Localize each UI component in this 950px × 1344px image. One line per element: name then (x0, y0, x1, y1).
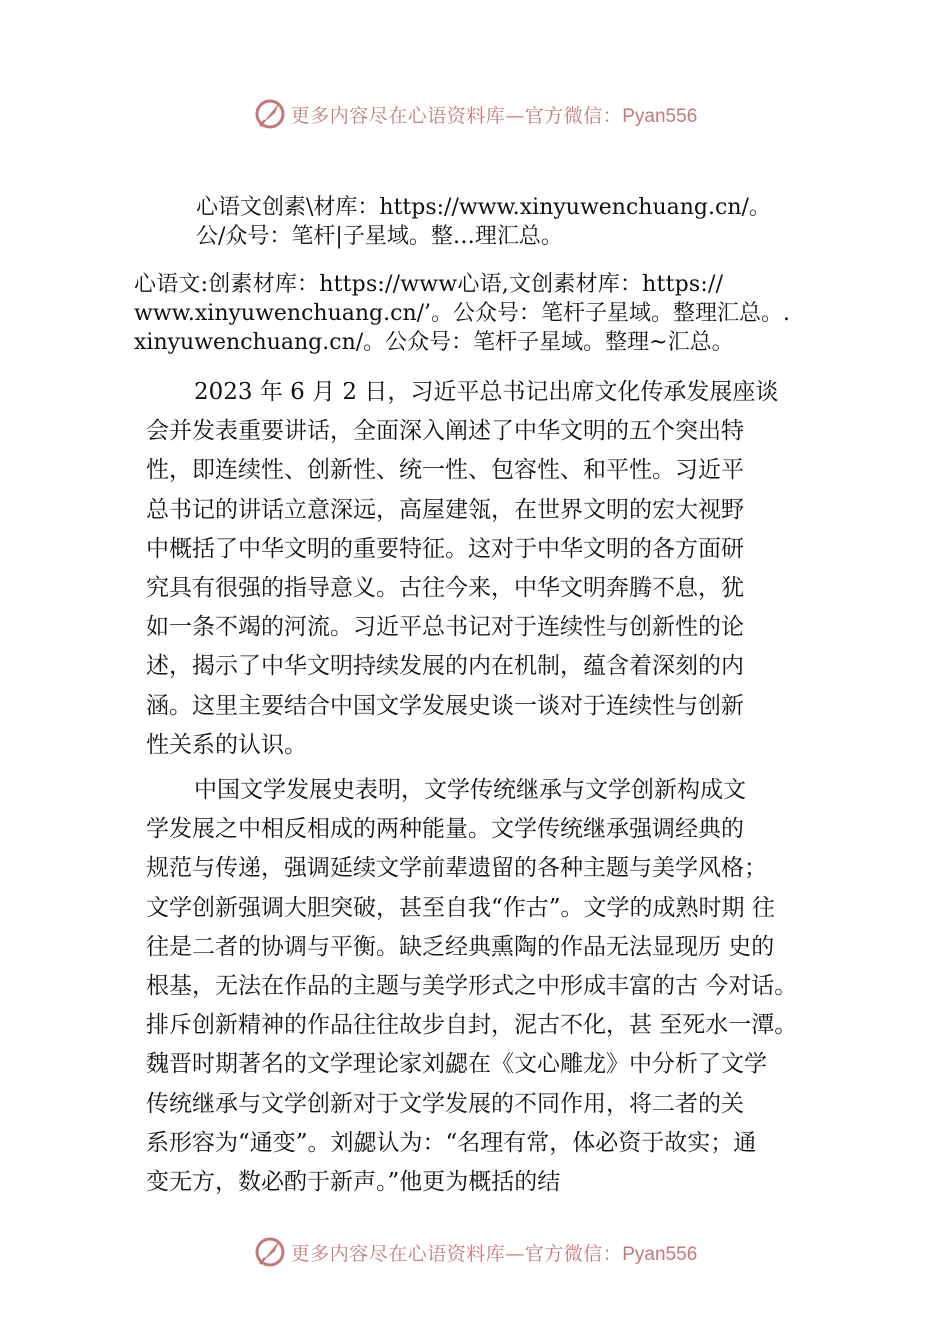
text-line: 学发展之中相反相成的两种能量。文学传统继承强调经典的 (146, 816, 744, 843)
text-line: 中国文学发展史表明，文学传统继承与文学创新构成文 (194, 777, 746, 803)
text-line: 根基，无法在作品的主题与美学形式之中形成丰富的古 今对话。 (146, 973, 798, 1000)
text-line: 究具有很强的指导意义。古往今来，中华文明奔腾不息，犹 (146, 575, 744, 602)
watermark-line: 心语文创素\材库：https://www.xinyuwenchuang.cn/。 (196, 195, 771, 220)
text-line: 排斥创新精神的作品往往故步自封，泥古不化，甚 至死水一潭。 (146, 1012, 798, 1039)
text-line: 传统继承与文学创新对于文学发展的不同作用，将二者的关 (146, 1090, 744, 1117)
watermark-line: 公/众号：笔杆|子星域。整…理汇总。 (196, 224, 563, 249)
banner-text: 更多内容尽在心语资料库—官方微信：Pyan556 (290, 1242, 698, 1265)
quill-pen-circle-icon (253, 97, 287, 131)
footer-banner (0, 1232, 950, 1272)
text-line: 性关系的认识。 (146, 731, 307, 758)
body-paragraph-1 (146, 373, 846, 765)
text-line: 中概括了中华文明的重要特征。这对于中华文明的各方面研 (146, 535, 744, 562)
wechat-id: Pyan556 (622, 105, 698, 127)
text-line: 往是二者的协调与平衡。缺乏经典熏陶的作品无法显现历 史的 (146, 933, 775, 960)
header-banner (0, 94, 950, 134)
body-paragraph-2 (146, 771, 846, 1202)
text-line: 2023 年 6 月 2 日，习近平总书记出席文化传承发展座谈 (194, 379, 779, 405)
text-line: 如一条不竭的河流。习近平总书记对于连续性与创新性的论 (146, 614, 744, 641)
watermark-line: xinyuwenchuang.cn/。公众号：笔杆子星域。整理~汇总。 (134, 330, 734, 355)
text-line: 述，揭示了中华文明持续发展的内在机制，蕴含着深刻的内 (146, 653, 744, 680)
watermark-line: www.xinyuwenchuang.cn/’。公众号：笔杆子星域。整理汇总。. (134, 301, 791, 326)
text-line: 规范与传递，强调延续文学前辈遗留的各种主题与美学风格； (146, 855, 767, 882)
text-line: 涵。这里主要结合中国文学发展史谈一谈对于连续性与创新 (146, 692, 744, 719)
text-line: 文学创新强调大胆突破，甚至自我“作古”。文学的成熟时期 往 (146, 894, 775, 921)
wechat-id: Pyan556 (622, 1243, 698, 1265)
text-line: 魏晋时期著名的文学理论家刘勰在《文心雕龙》中分析了文学 (146, 1051, 767, 1078)
text-line: 总书记的讲话立意深远，高屋建瓴，在世界文明的宏大视野 (146, 496, 744, 523)
watermark-line: 心语文:创素材库：https://www心语,文创素材库：https:// (134, 272, 724, 297)
banner-text: 更多内容尽在心语资料库—官方微信：Pyan556 (290, 104, 698, 127)
text-line: 性，即连续性、创新性、统一性、包容性、和平性。习近平 (146, 457, 744, 484)
text-line: 系形容为“通变”。刘勰认为：“名理有常，体必资于故实；通 (146, 1129, 757, 1156)
text-line: 会并发表重要讲话，全面深入阐述了中华文明的五个突出特 (146, 418, 744, 445)
text-line: 变无方，数必酌于新声。”他更为概括的结 (146, 1169, 561, 1196)
quill-pen-circle-icon (253, 1235, 287, 1269)
